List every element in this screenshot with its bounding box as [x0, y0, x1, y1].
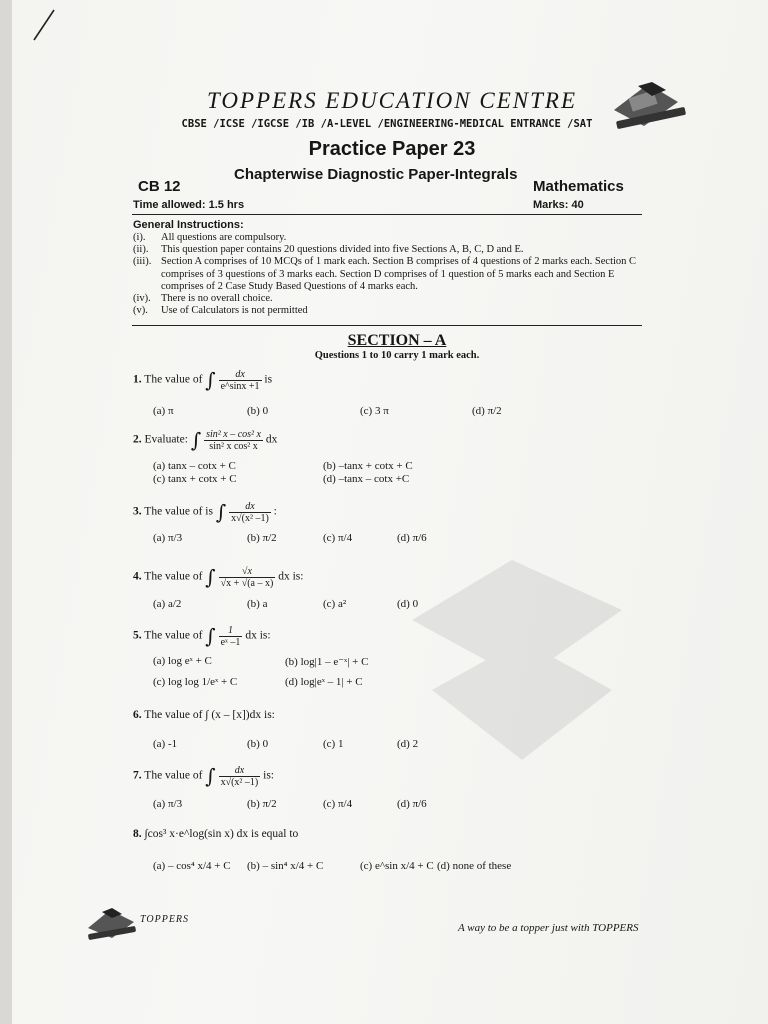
- toppers-logo-icon: [84, 906, 140, 946]
- time-allowed: Time allowed: 1.5 hrs: [133, 199, 245, 211]
- instruction-text: There is no overall choice.: [161, 293, 273, 305]
- option-d[interactable]: (d) π/6: [397, 798, 427, 810]
- question-text: is: [264, 373, 273, 386]
- question-text: Evaluate:: [144, 433, 188, 446]
- option-a[interactable]: (a) π/3: [153, 798, 183, 810]
- question-4: [133, 565, 303, 589]
- instruction-num: (v).: [133, 305, 148, 317]
- option-d[interactable]: (d) log|eˣ – 1| + C: [285, 676, 363, 688]
- option-a[interactable]: (a) a/2: [153, 598, 182, 610]
- fraction: [229, 501, 271, 524]
- instruction-num: (iii).: [133, 256, 152, 268]
- question-2: [133, 428, 277, 452]
- question-number: 3.: [133, 505, 142, 518]
- instruction-num: (i).: [133, 232, 146, 243]
- option-b[interactable]: (b) π/2: [247, 798, 277, 810]
- option-c[interactable]: (c) 1: [323, 738, 344, 750]
- option-b[interactable]: (b) log|1 – e⁻ˣ| + C: [285, 656, 369, 668]
- integral-sign: ∫: [205, 624, 216, 648]
- question-1: [133, 368, 272, 392]
- fraction: [219, 765, 261, 788]
- denominator: eˣ –1: [220, 636, 241, 648]
- question-text: The value of: [144, 570, 203, 583]
- question-expression: ∫cos³ x·e^log(sin x) dx is equal to: [144, 828, 299, 840]
- instructions-list: [133, 232, 648, 317]
- question-text: dx is:: [245, 629, 271, 642]
- paper-number: Practice Paper 23: [308, 138, 476, 160]
- subject-name: Mathematics: [533, 178, 624, 195]
- numerator: sin² x – cos² x: [206, 428, 261, 440]
- question-expression: ∫ (x – [x])dx is:: [205, 709, 275, 721]
- question-text: dx: [265, 433, 278, 446]
- option-d[interactable]: (d) 2: [397, 738, 419, 750]
- option-b[interactable]: (b) a: [247, 598, 268, 610]
- question-text: dx is:: [278, 570, 304, 583]
- instruction-item: [133, 256, 648, 293]
- question-text: The value of is: [144, 505, 213, 518]
- paper-subtitle: Chapterwise Diagnostic Paper-Integrals: [234, 166, 518, 183]
- option-b[interactable]: (b) – sin⁴ x/4 + C: [247, 860, 324, 872]
- integral-sign: ∫: [205, 368, 216, 392]
- instruction-item: [133, 244, 648, 256]
- question-number: 5.: [133, 629, 142, 642]
- instructions-title: General Instructions:: [133, 219, 244, 231]
- numerator: 1: [219, 625, 243, 637]
- option-b[interactable]: (b) –tanx + cotx + C: [323, 460, 413, 472]
- institute-title: TOPPERS EDUCATION CENTRE: [206, 88, 577, 113]
- question-text: The value of: [144, 709, 203, 721]
- instruction-item: [133, 232, 648, 244]
- question-text: The value of: [144, 629, 203, 642]
- question-text: The value of: [144, 373, 203, 386]
- instruction-text: Use of Calculators is not permitted: [161, 305, 308, 317]
- fraction: [219, 566, 276, 589]
- denominator: x√(x² –1): [231, 512, 269, 524]
- question-number: 6.: [133, 709, 142, 721]
- option-c[interactable]: (c) π/4: [323, 532, 353, 544]
- question-number: 4.: [133, 570, 142, 583]
- question-text: is:: [263, 769, 274, 782]
- section-title: SECTION – A: [347, 332, 447, 349]
- integral-sign: ∫: [205, 565, 216, 589]
- option-d[interactable]: (d) π/2: [472, 405, 502, 417]
- integral-sign: ∫: [215, 500, 227, 524]
- option-a[interactable]: (a) – cos⁴ x/4 + C: [153, 860, 231, 872]
- watermark-logo-icon: [392, 540, 642, 780]
- option-b[interactable]: (b) 0: [247, 738, 269, 750]
- option-a[interactable]: (a) π/3: [153, 532, 183, 544]
- instruction-num: (ii).: [133, 244, 149, 256]
- instruction-text: Section A comprises of 10 MCQs of 1 mark each. Section B comprises of 4 questions of 2 marks each. Section C comprises of 3 questions of 3 marks each. Section D comprises of 1 question of 5 marks each and Section E comprises of 2 Case Study Based Questions of 4 marks each.: [161, 256, 637, 292]
- question-3: [133, 500, 277, 524]
- question-6: [133, 709, 275, 721]
- option-d[interactable]: (d) 0: [397, 598, 419, 610]
- question-8: [133, 828, 298, 840]
- question-number: 1.: [133, 373, 142, 386]
- option-a[interactable]: (a) π: [153, 405, 174, 417]
- option-c[interactable]: (c) π/4: [323, 798, 353, 810]
- pen-mark-icon: [30, 6, 60, 46]
- fraction: [204, 429, 263, 452]
- option-b[interactable]: (b) 0: [247, 405, 269, 417]
- total-marks: Marks: 40: [533, 199, 584, 211]
- option-b[interactable]: (b) π/2: [247, 532, 277, 544]
- denominator: e^sinx +1: [220, 380, 260, 392]
- option-d[interactable]: (d) none of these: [437, 860, 512, 872]
- divider: [132, 214, 642, 215]
- paper-sheet: [12, 0, 768, 1024]
- question-number: 7.: [133, 769, 142, 782]
- question-text: The value of: [144, 769, 203, 782]
- instruction-item: [133, 305, 648, 317]
- numerator: dx: [219, 765, 261, 777]
- instruction-item: [133, 293, 648, 305]
- option-c[interactable]: (c) tanx + cotx + C: [153, 473, 237, 485]
- section-subtitle: Questions 1 to 10 carry 1 mark each.: [314, 350, 480, 361]
- fraction: [219, 625, 243, 648]
- footer-brand: TOPPERS: [140, 914, 190, 925]
- divider: [132, 325, 642, 326]
- numerator: dx: [219, 369, 262, 381]
- denominator: sin² x cos² x: [209, 440, 258, 452]
- footer-tagline: A way to be a topper just with TOPPERS: [458, 922, 639, 934]
- question-text: :: [273, 505, 277, 518]
- boards-line: CBSE /ICSE /IGCSE /IB /A-LEVEL /ENGINEERING-MEDICAL ENTRANCE /SAT: [181, 118, 593, 130]
- option-d[interactable]: (d) π/6: [397, 532, 427, 544]
- option-c[interactable]: (c) e^sin x/4 + C: [360, 860, 434, 872]
- option-c[interactable]: (c) log log 1/eˣ + C: [153, 676, 238, 688]
- class-code: CB 12: [138, 178, 181, 195]
- question-number: 2.: [133, 433, 142, 446]
- instruction-text: This question paper contains 20 questions divided into five Sections A, B, C, D and E.: [161, 244, 524, 256]
- denominator: x√(x² –1): [220, 776, 259, 788]
- integral-sign: ∫: [205, 764, 216, 788]
- option-a[interactable]: (a) tanx – cotx + C: [153, 460, 236, 472]
- question-5: [133, 624, 271, 648]
- option-d[interactable]: (d) –tanx – cotx +C: [323, 473, 410, 485]
- question-7: [133, 764, 274, 788]
- option-a[interactable]: (a) -1: [153, 738, 178, 750]
- option-a[interactable]: (a) log eˣ + C: [153, 655, 212, 667]
- question-number: 8.: [133, 828, 142, 840]
- integral-sign: ∫: [190, 428, 202, 452]
- option-c[interactable]: (c) 3 π: [360, 405, 389, 417]
- instruction-text: All questions are compulsory.: [161, 232, 287, 243]
- numerator: dx: [229, 501, 271, 513]
- toppers-logo-icon: [608, 80, 690, 136]
- fraction: [219, 369, 262, 392]
- numerator: √x: [219, 566, 276, 578]
- instruction-num: (iv).: [133, 293, 151, 305]
- option-c[interactable]: (c) a²: [323, 598, 347, 610]
- denominator: √x + √(a – x): [220, 577, 274, 589]
